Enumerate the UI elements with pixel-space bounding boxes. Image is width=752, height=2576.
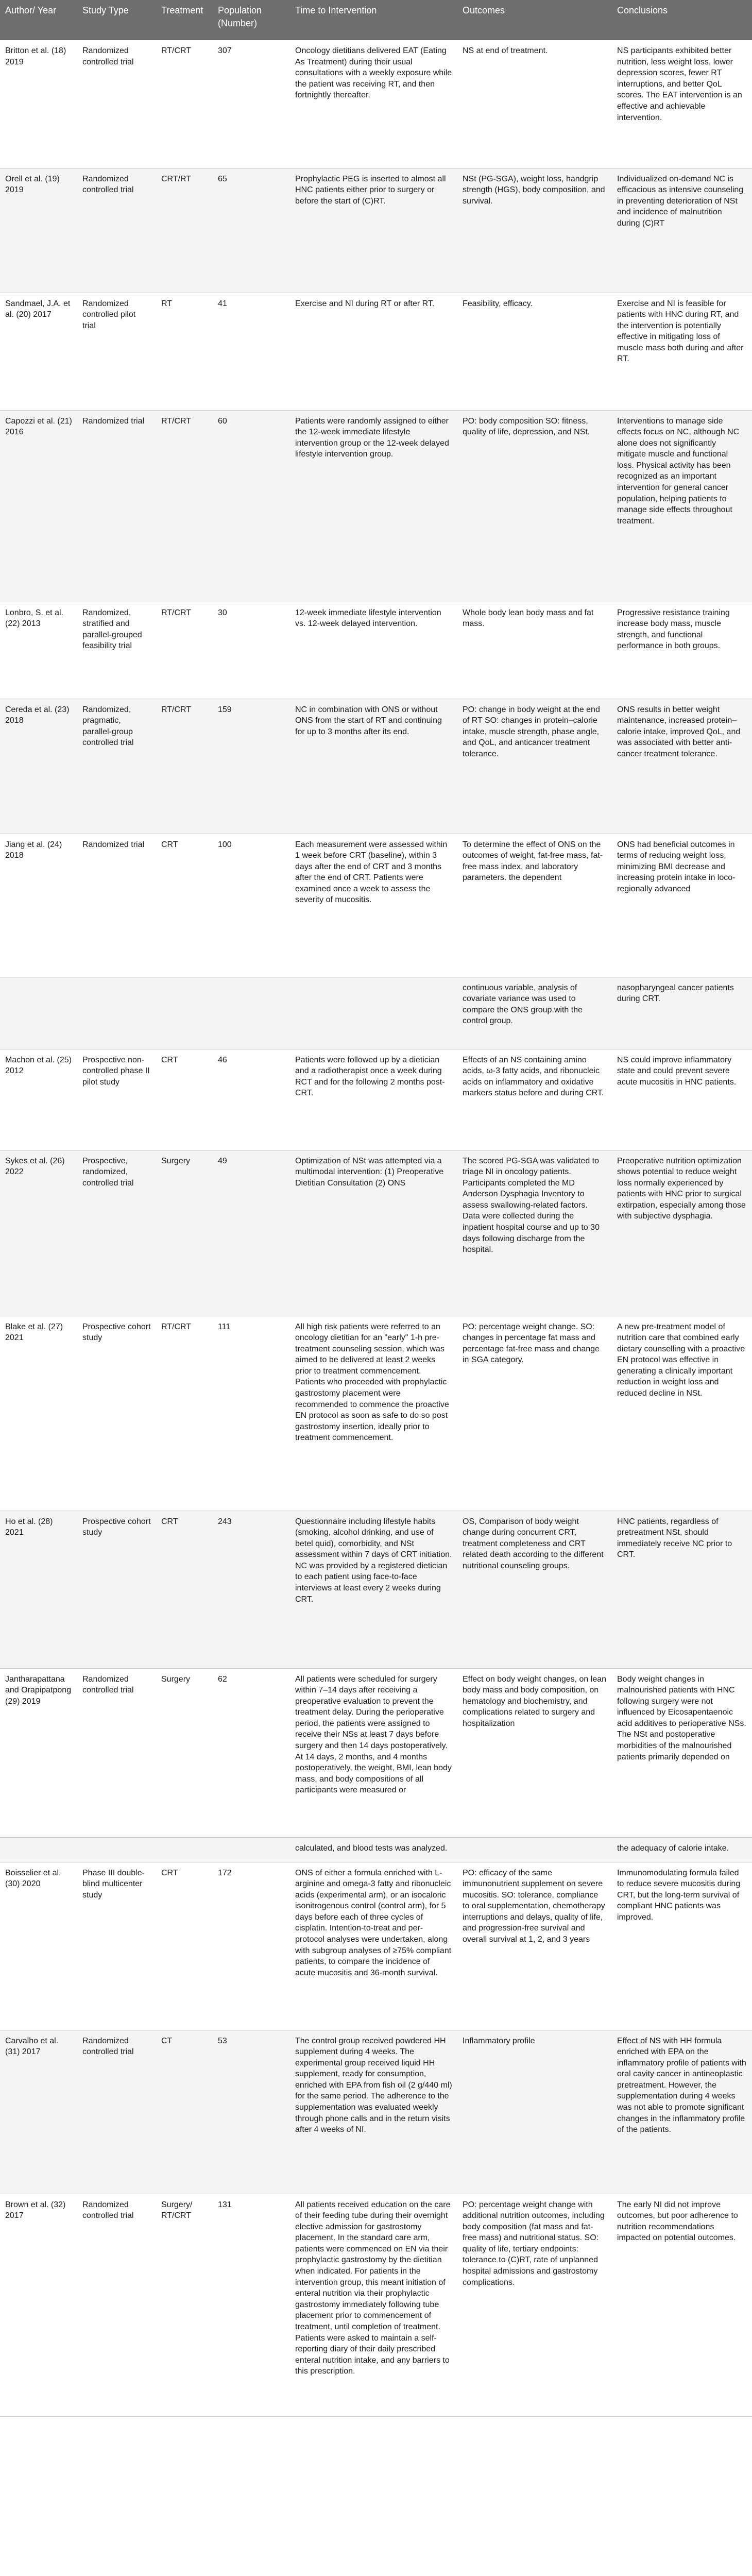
author-cell: Sandmael, J.A. et al. (20) 2017 (0, 293, 77, 410)
column-header-outcomes: Outcomes (457, 0, 612, 40)
study-type-cell: Randomized controlled trial (77, 168, 156, 293)
study-type-cell: Prospective cohort study (77, 1316, 156, 1511)
time-to-intervention-cell: The control group received powdered HH supplement during 4 weeks. The experimental group received liquid HH supplement, ready for consumption, enriched with EPA from fish oil (2 g/440 ml) for the same period. The adherence to the supplementation was evaluated weekly through phone calls and in the return visits after 4 weeks of NI. (290, 2030, 457, 2194)
treatment-cell: RT/CRT (156, 699, 213, 834)
study-type-cell: Prospective cohort study (77, 1511, 156, 1668)
table-row (0, 602, 752, 699)
table-row (0, 293, 752, 410)
outcomes-cell: Effects of an NS containing amino acids, ω-3 fatty acids, and ribonucleic acids on inflammatory and oxidative markers status before and during CRT. (457, 1049, 612, 1150)
conclusions-cell: A new pre-treatment model of nutrition care that combined early dietary counselling with a proactive EN protocol was effective in generating a clinically important reduction in weight loss and reduced decline in NSt. (612, 1316, 752, 1511)
population-cell: 307 (213, 40, 290, 168)
study-type-cell: Randomized controlled pilot trial (77, 293, 156, 410)
treatment-cell (156, 1837, 213, 1862)
author-cell: Brown et al. (32) 2017 (0, 2194, 77, 2416)
outcomes-cell: NS at end of treatment. (457, 40, 612, 168)
author-cell: Sykes et al. (26) 2022 (0, 1150, 77, 1316)
time-to-intervention-cell: All patients received education on the care of their feeding tube during their overnight elective admission for gastrostomy placement. In the standard care arm, patients were commenced on EN via their prophylactic gastrostomy by the dietitian when indicated. For patients in the intervention group, this meant initiation of enteral nutrition via their prophylactic gastrostomy immediately following tube placement prior to commencement of treatment, until completion of treatment. Patients were asked to maintain a self-reporting diary of their daily prescribed enteral nutrition intake, and any barriers to this prescription. (290, 2194, 457, 2416)
study-type-cell: Randomized trial (77, 410, 156, 602)
population-cell (213, 1837, 290, 1862)
treatment-cell: CRT (156, 1862, 213, 2030)
population-cell: 159 (213, 699, 290, 834)
outcomes-cell: PO: percentage weight change with additional nutrition outcomes, including body composition (fat mass and fat-free mass) and nutritional status. SO: quality of life, tertiary endpoints: tolerance to (C)RT, rate of unplanned hospital admissions and gastrostomy complications. (457, 2194, 612, 2416)
conclusions-cell: Effect of NS with HH formula enriched with EPA on the inflammatory profile of patients with oral cavity cancer in antineoplastic pretreatment. However, the supplementation during 4 weeks was not able to promote significant changes in the inflammatory profile of the patients. (612, 2030, 752, 2194)
outcomes-cell: To determine the effect of ONS on the outcomes of weight, fat-free mass, fat-free mass index, and laboratory parameters. the dependent (457, 834, 612, 977)
treatment-cell: CRT (156, 1511, 213, 1668)
outcomes-cell: PO: change in body weight at the end of RT SO: changes in protein–calorie intake, muscle strength, phase angle, and QoL, and anticancer treatment tolerance. (457, 699, 612, 834)
table-row (0, 410, 752, 602)
conclusions-cell: The early NI did not improve outcomes, but poor adherence to nutrition recommendations impacted on potential outcomes. (612, 2194, 752, 2416)
conclusions-cell: the adequacy of calorie intake. (612, 1837, 752, 1862)
table-row (0, 977, 752, 1049)
author-cell: Jantharapattana and Orapipatpong (29) 2019 (0, 1668, 77, 1837)
author-cell (0, 1837, 77, 1862)
table-row (0, 1049, 752, 1150)
population-cell: 41 (213, 293, 290, 410)
time-to-intervention-cell: 12-week immediate lifestyle intervention vs. 12-week delayed intervention. (290, 602, 457, 699)
author-cell: Capozzi et al. (21) 2016 (0, 410, 77, 602)
time-to-intervention-cell: Questionnaire including lifestyle habits (smoking, alcohol drinking, and use of betel quid), comorbidity, and NSt assessment within 7 days of CRT initiation. NC was provided by a registered dietician to each patient using face-to-face interviews at least every 2 weeks during CRT. (290, 1511, 457, 1668)
column-header-study-type: Study Type (77, 0, 156, 40)
author-cell (0, 977, 77, 1049)
author-cell: Lonbro, S. et al. (22) 2013 (0, 602, 77, 699)
treatment-cell: RT (156, 293, 213, 410)
time-to-intervention-cell: Oncology dietitians delivered EAT (Eating As Treatment) during their usual consultations with a weekly exposure while the patient was receiving RT, and then fortnightly thereafter. (290, 40, 457, 168)
outcomes-cell: PO: efficacy of the same immunonutrient supplement on severe mucositis. SO: tolerance, compliance to oral supplementation, chemotherapy interruptions and delays, quality of life, and progression-free survival and overall survival at 1, 2, and 3 years (457, 1862, 612, 2030)
treatment-cell: CRT/RT (156, 168, 213, 293)
conclusions-cell: nasopharyngeal cancer patients during CRT. (612, 977, 752, 1049)
author-cell: Boisselier et al. (30) 2020 (0, 1862, 77, 2030)
study-type-cell: Randomized controlled trial (77, 1668, 156, 1837)
table-row (0, 1837, 752, 1862)
time-to-intervention-cell: ONS of either a formula enriched with L-arginine and omega-3 fatty and ribonucleic acids (experimental arm), or an isocaloric isonitrogenous control (control arm), for 5 days before each of three cycles of cisplatin. Intention-to-treat and per-protocol analyses were undertaken, along with subgroup analyses of ≥75% compliant patients, to compare the incidence of acute mucositis and 36-month survival. (290, 1862, 457, 2030)
treatment-cell (156, 977, 213, 1049)
treatment-cell: RT/CRT (156, 40, 213, 168)
author-cell: Ho et al. (28) 2021 (0, 1511, 77, 1668)
study-type-cell: Randomized, stratified and parallel-grouped feasibility trial (77, 602, 156, 699)
conclusions-cell: ONS results in better weight maintenance, increased protein–calorie intake, improved QoL, and was associated with better anti-cancer treatment tolerance. (612, 699, 752, 834)
time-to-intervention-cell: Patients were randomly assigned to either the 12-week immediate lifestyle intervention group or the 12-week delayed lifestyle intervention group. (290, 410, 457, 602)
table-header (0, 0, 752, 40)
outcomes-cell: The scored PG-SGA was validated to triage NI in oncology patients. Participants completed the MD Anderson Dysphagia Inventory to assess swallowing-related factors. Data were collected during the inpatient hospital course and up to 30 days following discharge from the hospital. (457, 1150, 612, 1316)
population-cell: 60 (213, 410, 290, 602)
conclusions-cell: NS participants exhibited better nutrition, less weight loss, lower depression scores, fewer RT interruptions, and better QoL scores. The EAT intervention is an effective and achievable intervention. (612, 40, 752, 168)
study-type-cell (77, 1837, 156, 1862)
population-cell: 30 (213, 602, 290, 699)
time-to-intervention-cell: Prophylactic PEG is inserted to almost all HNC patients either prior to surgery or before the start of (C)RT. (290, 168, 457, 293)
outcomes-cell: Effect on body weight changes, on lean body mass and body composition, on hematology and biochemistry, and complications related to surgery and hospitalization (457, 1668, 612, 1837)
outcomes-cell: Feasibility, efficacy. (457, 293, 612, 410)
outcomes-cell: continuous variable, analysis of covariate variance was used to compare the ONS group.with the control group. (457, 977, 612, 1049)
column-header-conclusions: Conclusions (612, 0, 752, 40)
column-header-time-to-intervention: Time to Intervention (290, 0, 457, 40)
time-to-intervention-cell (290, 977, 457, 1049)
author-cell: Britton et al. (18) 2019 (0, 40, 77, 168)
treatment-cell: RT/CRT (156, 410, 213, 602)
conclusions-cell: Immunomodulating formula failed to reduce severe mucositis during CRT, but the long-term survival of compliant HNC patients was improved. (612, 1862, 752, 2030)
time-to-intervention-cell: Exercise and NI during RT or after RT. (290, 293, 457, 410)
conclusions-cell: NS could improve inflammatory state and could prevent severe acute mucositis in HNC patients. (612, 1049, 752, 1150)
study-type-cell (77, 977, 156, 1049)
population-cell: 53 (213, 2030, 290, 2194)
population-cell: 131 (213, 2194, 290, 2416)
treatment-cell: Surgery (156, 1150, 213, 1316)
population-cell: 172 (213, 1862, 290, 2030)
conclusions-cell: Preoperative nutrition optimization shows potential to reduce weight loss normally experienced by patients with HNC prior to surgical extirpation, especially among those with subjective dysphagia. (612, 1150, 752, 1316)
time-to-intervention-cell: NC in combination with ONS or without ONS from the start of RT and continuing for up to 3 months after its end. (290, 699, 457, 834)
study-type-cell: Prospective, randomized, controlled trial (77, 1150, 156, 1316)
time-to-intervention-cell: All patients were scheduled for surgery within 7–14 days after receiving a preoperative evaluation to prevent the treatment delay. During the perioperative period, the patients were assigned to receive their NSs at least 7 days before surgery and then 14 days postoperatively. At 14 days, 2 months, and 4 months postoperatively, the weight, BMI, lean body mass, and body compositions of all participants were measured or (290, 1668, 457, 1837)
conclusions-cell: Progressive resistance training increase body mass, muscle strength, and functional performance in both groups. (612, 602, 752, 699)
table-row (0, 1668, 752, 1837)
treatment-cell: Surgery/ RT/CRT (156, 2194, 213, 2416)
conclusions-cell: HNC patients, regardless of pretreatment NSt, should immediately receive NC prior to CRT. (612, 1511, 752, 1668)
author-cell: Cereda et al. (23) 2018 (0, 699, 77, 834)
outcomes-cell: PO: body composition SO: fitness, quality of life, depression, and NSt. (457, 410, 612, 602)
table-row (0, 1150, 752, 1316)
outcomes-cell (457, 1837, 612, 1862)
table-row (0, 834, 752, 977)
study-type-cell: Prospective non-controlled phase II pilot study (77, 1049, 156, 1150)
time-to-intervention-cell: Optimization of NSt was attempted via a multimodal intervention: (1) Preoperative Dietitian Consultation (2) ONS (290, 1150, 457, 1316)
population-cell: 243 (213, 1511, 290, 1668)
study-type-cell: Randomized, pragmatic, parallel-group controlled trial (77, 699, 156, 834)
author-cell: Blake et al. (27) 2021 (0, 1316, 77, 1511)
column-header-author: Author/ Year (0, 0, 77, 40)
outcomes-cell: Inflammatory profile (457, 2030, 612, 2194)
outcomes-cell: PO: percentage weight change. SO: changes in percentage fat mass and percentage fat-free mass and change in SGA category. (457, 1316, 612, 1511)
population-cell: 111 (213, 1316, 290, 1511)
outcomes-cell: NSt (PG-SGA), weight loss, handgrip strength (HGS), body composition, and survival. (457, 168, 612, 293)
author-cell: Carvalho et al. (31) 2017 (0, 2030, 77, 2194)
author-cell: Orell et al. (19) 2019 (0, 168, 77, 293)
time-to-intervention-cell: Patients were followed up by a dietician and a radiotherapist once a week during RCT and for the following 2 months post-CRT. (290, 1049, 457, 1150)
conclusions-cell: Exercise and NI is feasible for patients with HNC during RT, and the intervention is potentially effective in mitigating loss of muscle mass both during and after RT. (612, 293, 752, 410)
table-row (0, 1862, 752, 2030)
study-type-cell: Randomized trial (77, 834, 156, 977)
author-cell: Jiang et al. (24) 2018 (0, 834, 77, 977)
author-cell: Machon et al. (25) 2012 (0, 1049, 77, 1150)
table-row (0, 168, 752, 293)
table-body (0, 40, 752, 2416)
population-cell: 49 (213, 1150, 290, 1316)
table-row (0, 2194, 752, 2416)
population-cell: 65 (213, 168, 290, 293)
population-cell: 62 (213, 1668, 290, 1837)
table-row (0, 1316, 752, 1511)
population-cell: 100 (213, 834, 290, 977)
time-to-intervention-cell: Each measurement were assessed within 1 week before CRT (baseline), within 3 days after the end of CRT and 3 months after the end of CRT. Patients were examined once a week to assess the severity of mucositis. (290, 834, 457, 977)
column-header-treatment: Treatment (156, 0, 213, 40)
time-to-intervention-cell: All high risk patients were referred to an oncology dietitian for an "early" 1-h pre-treatment counseling session, which was aimed to be delivered at least 2 weeks prior to treatment commencement. Patients who proceeded with prophylactic gastrostomy placement were recommended to commence the proactive EN protocol as soon as safe to do so post gastrostomy insertion, ideally prior to treatment commencement. (290, 1316, 457, 1511)
population-cell (213, 977, 290, 1049)
conclusions-cell: Body weight changes in malnourished patients with HNC following surgery were not influenced by Eicosapentaenoic acid additives to perioperative NSs. The NSt and postoperative morbidities of the malnourished patients primarily depended on (612, 1668, 752, 1837)
table-row (0, 2030, 752, 2194)
treatment-cell: RT/CRT (156, 602, 213, 699)
treatment-cell: Surgery (156, 1668, 213, 1837)
treatment-cell: CRT (156, 1049, 213, 1150)
conclusions-cell: Individualized on-demand NC is efficacious as intensive counseling in preventing deterioration of NSt and incidence of malnutrition during (C)RT (612, 168, 752, 293)
study-type-cell: Randomized controlled trial (77, 40, 156, 168)
population-cell: 46 (213, 1049, 290, 1150)
outcomes-cell: Whole body lean body mass and fat mass. (457, 602, 612, 699)
conclusions-cell: ONS had beneficial outcomes in terms of reducing weight loss, minimizing BMI decrease and increasing protein intake in loco-regionally advanced (612, 834, 752, 977)
table-row (0, 699, 752, 834)
treatment-cell: CT (156, 2030, 213, 2194)
time-to-intervention-cell: calculated, and blood tests was analyzed. (290, 1837, 457, 1862)
table-row (0, 1511, 752, 1668)
table-row (0, 40, 752, 168)
treatment-cell: RT/CRT (156, 1316, 213, 1511)
study-type-cell: Randomized controlled trial (77, 2194, 156, 2416)
header-row (0, 0, 752, 40)
treatment-cell: CRT (156, 834, 213, 977)
column-header-population: Population (Number) (213, 0, 290, 40)
study-type-cell: Phase III double-blind multicenter study (77, 1862, 156, 2030)
study-type-cell: Randomized controlled trial (77, 2030, 156, 2194)
outcomes-cell: OS, Comparison of body weight change during concurrent CRT, treatment completeness and CRT related death according to the different nutritional counseling groups. (457, 1511, 612, 1668)
conclusions-cell: Interventions to manage side effects focus on NC, although NC alone does not significantly mitigate muscle and functional loss. Physical activity has been recognized as an important intervention for general cancer population, helping patients to manage side effects throughout treatment. (612, 410, 752, 602)
